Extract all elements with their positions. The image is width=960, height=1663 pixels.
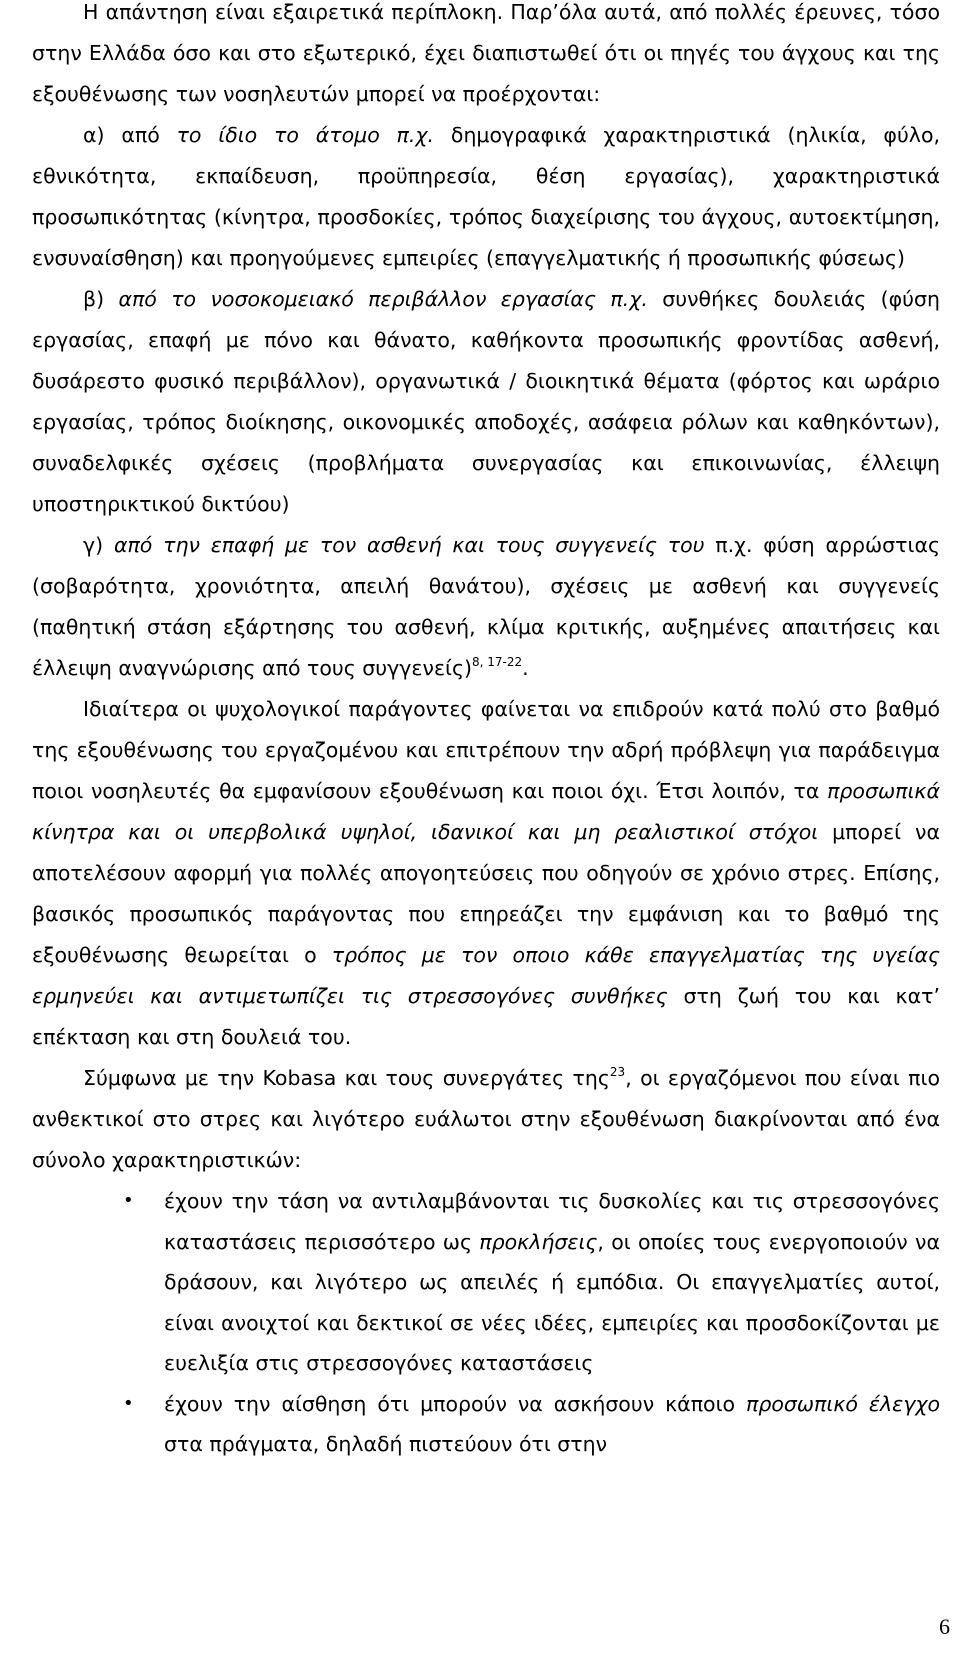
intro-text: Η απάντηση είναι εξαιρετικά περίπλοκη. Παρ’όλα αυτά, από πολλές έρευνες, τόσο στην Ελλάδα όσο και στο εξωτερικό, έχει διαπιστωθεί ότι οι πηγές του άγχους και της εξουθένωσης των νοσηλευτών μπορεί να προέρχονται: [32,0,940,106]
list-item [123,1384,940,1465]
source-b-label: β) [83,287,119,311]
citation-ref: 23 [609,1065,626,1079]
list-item-text: έχουν την αίσθηση ότι μπορούν να ασκήσουν κάποιο [164,1391,746,1416]
source-a-label: α) από [83,123,177,147]
source-c-paragraph [32,525,940,689]
kobasa-paragraph [32,1058,940,1181]
list-item-emphasis: προκλήσεις [479,1229,598,1254]
source-c-emphasis: από την επαφή με τον ασθενή και τους συγγενείς του [113,533,705,557]
psych-text-1: Ιδιαίτερα οι ψυχολογικοί παράγοντες φαίνεται να επιδρούν κατά πολύ στο βαθμό της εξουθένωσης του εργαζομένου και επιτρέπουν την αδρή πρόβλεψη για παράδειγμα ποιοι νοσηλευτές θα εμφανίσουν εξουθένωση και ποιοι όχι. Έτσι λοιπόν, τα [32,697,940,803]
bullet-icon: • [123,1190,134,1211]
kobasa-text-1: Σύμφωνα με την Kobasa και τους συνεργάτες της [83,1066,610,1090]
kobasa-text-2: , οι εργαζόμενοι που είναι πιο ανθεκτικοί στο στρες και λιγότερο ευάλωτοι στην εξουθένωση διακρίνονται από ένα σύνολο χαρακτηριστικών: [32,1066,940,1172]
psych-text-2: μπορεί να αποτελέσουν αφορμή για πολλές απογοητεύσεις που οδηγούν σε χρόνιο στρες. Επίσης, βασικός προσωπικός παράγοντας που επηρεάζει την εμφάνιση και το βαθμό της εξουθένωσης θεωρείται ο [32,820,940,967]
source-a-emphasis: το ίδιο το άτομο π.χ. [176,123,435,147]
source-c-label: γ) [83,533,114,557]
citation-ref: 8, 17-22 [472,655,523,669]
source-c-end: . [522,656,529,680]
list-item [123,1181,941,1384]
list-item-text: στα πράγματα, δηλαδή πιστεύουν ότι στην [164,1432,608,1456]
psych-factors-paragraph [32,689,940,1058]
list-item-text: έχουν την τάση να αντιλαμβάνονται τις δυσκολίες και τις στρεσσογόνες καταστάσεις περισσότερο ως [164,1189,940,1254]
list-item-emphasis: προσωπικό έλεγχο [746,1391,940,1416]
intro-paragraph [32,0,940,115]
psych-emphasis-1: προσωπικά κίνητρα και οι υπερβολικά υψηλοί, ιδανικοί και μη ρεαλιστικοί στόχοι [32,779,940,844]
source-b-emphasis: από το νοσοκομειακό περιβάλλον εργασίας π.χ. [118,287,648,311]
bullet-icon: • [123,1392,134,1414]
psych-emphasis-2: τρόπος με τον οποιο κάθε επαγγελματίας της υγείας ερμηνεύει και αντιμετωπίζει τις στρεσσογόνες συνθήκες [32,943,940,1008]
source-c-text: π.χ. φύση αρρώστιας (σοβαρότητα, χρονιότητα, απειλή θανάτου), σχέσεις με ασθενή και συγγενείς (παθητική στάση εξάρτησης του ασθενή, κλίμα κριτικής, αυξημένες απαιτήσεις και έλλειψη αναγνώρισης από τους συγγενείς) [32,533,940,680]
source-a-text: δημογραφικά χαρακτηριστικά (ηλικία, φύλο, εθνικότητα, εκπαίδευση, προϋπηρεσία, θέση εργασίας), χαρακτηριστικά προσωπικότητας (κίνητρα, προσδοκίες, τρόπος διαχείρισης του άγχους, αυτοεκτίμηση, ενσυναίσθηση) και προηγούμενες εμπειρίες (επαγγελματικής ή προσωπικής φύσεως) [32,123,940,270]
source-b-text: συνθήκες δουλειάς (φύση εργασίας, επαφή με πόνο και θάνατο, καθήκοντα προσωπικής φροντίδας ασθενή, δυσάρεστο φυσικό περιβάλλον), οργανωτικά / διοικητικά θέματα (φόρτος και ωράριο εργασίας, τρόπος διοίκησης, οικονομικές αποδοχές, ασάφεια ρόλων και καθηκόντων), συναδελφικές σχέσεις (προβλήματα συνεργασίας και επικοινωνίας, έλλειψη υποστηρικτικού δικτύου) [32,287,940,516]
document-page [32,0,940,1465]
source-a-paragraph [32,115,940,279]
psych-text-3: στη ζωή του και κατ’ επέκταση και στη δουλειά του. [32,984,940,1049]
characteristics-list [32,1181,940,1465]
list-item-text: , οι οποίες τους ενεργοποιούν να δράσουν, και λιγότερο ως απειλές ή εμπόδια. Οι επαγγελματίες αυτοί, είναι ανοιχτοί και δεκτικοί σε νέες ιδέες, εμπειρίες και προσδοκίζονται με ευελιξία στις στρεσσογόνες καταστάσεις [164,1229,941,1375]
page-number: 6 [939,1614,950,1639]
source-b-paragraph [32,279,940,525]
